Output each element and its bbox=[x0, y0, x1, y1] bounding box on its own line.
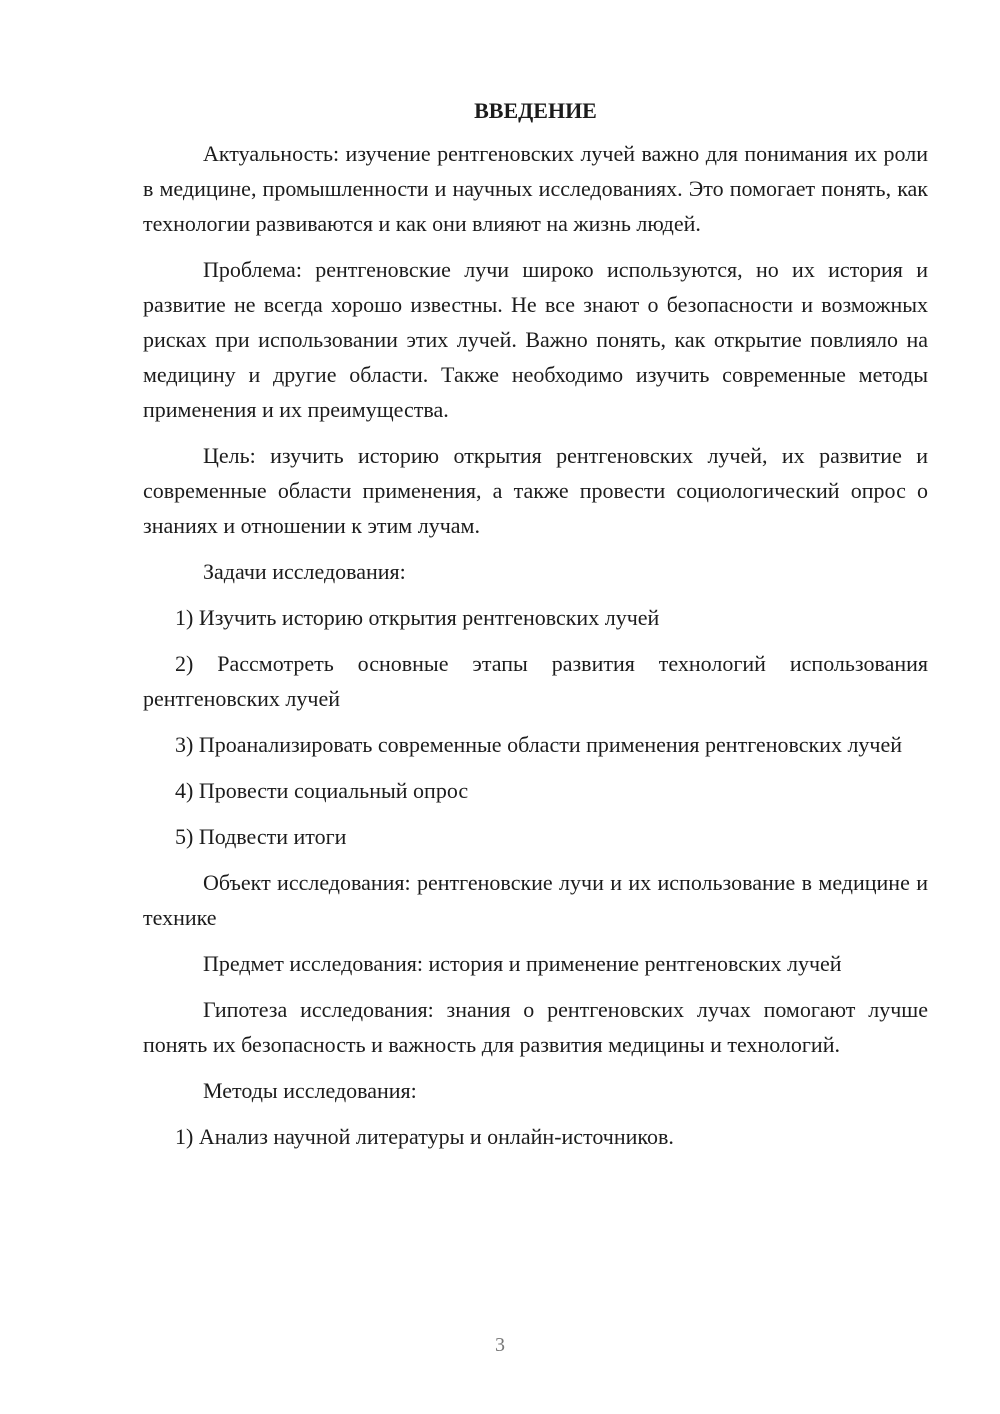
methods-heading: Методы исследования: bbox=[203, 1078, 417, 1103]
page-content bbox=[143, 96, 928, 1165]
page-number: 3 bbox=[495, 1334, 505, 1356]
relevance-paragraph: Актуальность: изучение рентгеновских лучей важно для понимания их роли в медицине, промышленности и научных исследованиях. Это помогает понять, как технологии развиваются и как они влияют на жизнь людей. bbox=[143, 141, 928, 236]
task-item: 4) Провести социальный опрос bbox=[175, 778, 469, 803]
goal-paragraph: Цель: изучить историю открытия рентгеновских лучей, их развитие и современные области применения, а также провести социологический опрос о знаниях и отношении к этим лучам. bbox=[143, 443, 928, 538]
task-item: 2) Рассмотреть основные этапы развития технологий использования рентгеновских лучей bbox=[143, 651, 928, 711]
tasks-heading: Задачи исследования: bbox=[203, 559, 406, 584]
task-item: 3) Проанализировать современные области применения рентгеновских лучей bbox=[175, 732, 903, 757]
hypothesis-paragraph: Гипотеза исследования: знания о рентгеновских лучах помогают лучше понять их безопасность и важность для развития медицины и технологий. bbox=[143, 997, 928, 1057]
subject-paragraph: Предмет исследования: история и применение рентгеновских лучей bbox=[203, 951, 842, 976]
method-item: 1) Анализ научной литературы и онлайн-источников. bbox=[175, 1124, 674, 1149]
object-paragraph: Объект исследования: рентгеновские лучи и их использование в медицине и технике bbox=[143, 870, 928, 930]
task-item: 5) Подвести итоги bbox=[175, 824, 347, 849]
task-item: 1) Изучить историю открытия рентгеновских лучей bbox=[175, 605, 660, 630]
problem-paragraph: Проблема: рентгеновские лучи широко используются, но их история и развитие не всегда хорошо известны. Не все знают о безопасности и возможных рисках при использовании этих лучей. Важно понять, как открытие повлияло на медицину и другие области. Также необходимо изучить современные методы применения и их преимущества. bbox=[143, 257, 928, 422]
section-title: ВВЕДЕНИЕ bbox=[474, 98, 597, 123]
